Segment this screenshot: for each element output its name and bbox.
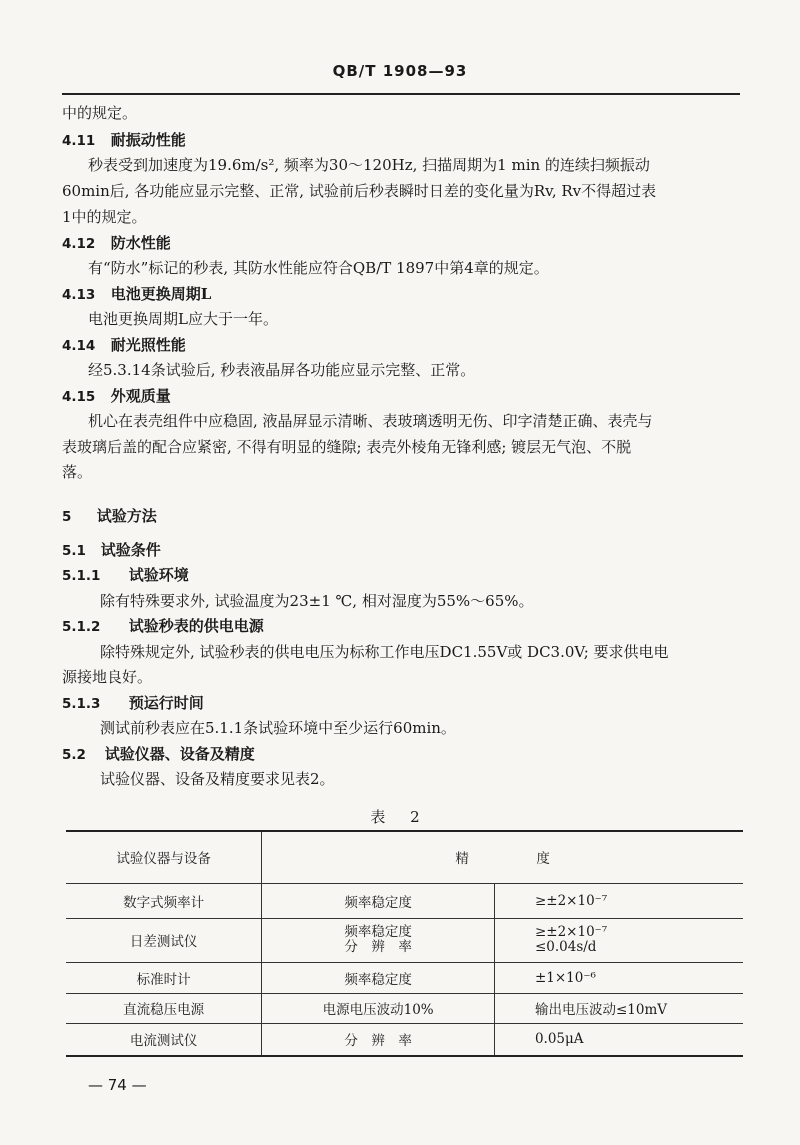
section-title: 耐振动性能 xyxy=(110,131,186,149)
paragraph-line: 表玻璃后盖的配合应紧密, 不得有明显的缝隙; 表壳外棱角无锋利感; 镀层无气泡、不脱 xyxy=(62,438,632,456)
section-5-1-2 xyxy=(62,616,264,637)
section-title: 试验仪器、设备及精度 xyxy=(104,745,255,763)
section-title: 试验环境 xyxy=(128,566,189,584)
table-cell-param-line: 频率稳定度 xyxy=(344,924,412,940)
paragraph-line: 电池更换周期L应大于一年。 xyxy=(88,310,278,328)
section-5-2 xyxy=(62,744,255,765)
table-cell-param: 分 辨 率 xyxy=(262,1023,495,1056)
section-number: 4.14 xyxy=(62,338,96,354)
table-row xyxy=(66,918,743,962)
table-cell-value: ±1×10⁻⁶ xyxy=(494,962,743,993)
section-4-14 xyxy=(62,335,186,356)
table-cell-param: 频率稳定度 xyxy=(262,962,495,993)
paragraph-line: 经5.3.14条试验后, 秒表液晶屏各功能应显示完整、正常。 xyxy=(88,361,476,379)
paragraph-line: 机心在表壳组件中应稳固, 液晶屏显示清晰、表玻璃透明无伤、印字清楚正确、表壳与 xyxy=(88,412,653,430)
paragraph-line: 测试前秒表应在5.1.1条试验环境中至少运行60min。 xyxy=(100,719,456,737)
paragraph-line: 60min后, 各功能应显示完整、正常, 试验前后秒表瞬时日差的变化量为Rv, Rv不得超过表 xyxy=(62,182,657,200)
section-4-15 xyxy=(62,386,171,407)
paragraph-line: 秒表受到加速度为19.6m/s², 频率为30～120Hz, 扫描周期为1 min 的连续扫频振动 xyxy=(88,156,650,174)
section-title: 防水性能 xyxy=(110,234,171,252)
equipment-precision-table xyxy=(66,830,743,1057)
continuation-text: 中的规定。 xyxy=(62,104,138,122)
table-cell-value: 输出电压波动≤10mV xyxy=(494,993,743,1023)
section-title: 耐光照性能 xyxy=(110,336,186,354)
paragraph-line: 1中的规定。 xyxy=(62,208,147,226)
section-number: 5.1.2 xyxy=(62,619,101,635)
section-number: 5.1.3 xyxy=(62,696,101,712)
section-5-1 xyxy=(62,540,161,561)
table-cell-param: 频率稳定度 xyxy=(262,883,495,918)
paragraph-line: 有“防水”标记的秒表, 其防水性能应符合QB/T 1897中第4章的规定。 xyxy=(88,259,549,277)
section-title: 试验条件 xyxy=(100,541,161,559)
section-number: 4.12 xyxy=(62,236,96,252)
section-title: 预运行时间 xyxy=(128,694,204,712)
table-cell-value: ≥±2×10⁻⁷ xyxy=(494,883,743,918)
table-row xyxy=(66,993,743,1023)
table-cell-device: 数字式频率计 xyxy=(66,883,262,918)
section-4-12 xyxy=(62,233,171,254)
paragraph-line: 除有特殊要求外, 试验温度为23±1 ℃, 相对湿度为55%～65%。 xyxy=(100,592,534,610)
section-number: 5.2 xyxy=(62,747,86,763)
section-number: 4.13 xyxy=(62,287,96,303)
table-row xyxy=(66,962,743,993)
section-number: 5.1.1 xyxy=(62,568,101,584)
table-cell-value xyxy=(494,918,743,962)
table-cell-device: 直流稳压电源 xyxy=(66,993,262,1023)
table-row xyxy=(66,883,743,918)
section-title: 试验秒表的供电电源 xyxy=(128,617,264,635)
section-number: 5 xyxy=(62,509,72,525)
section-title: 外观质量 xyxy=(110,387,171,405)
section-4-13 xyxy=(62,284,211,305)
paragraph-line: 落。 xyxy=(62,463,93,481)
header-rule xyxy=(62,93,740,95)
paragraph-line: 除特殊规定外, 试验秒表的供电电压为标称工作电压DC1.55V或 DC3.0V; 要求供电电 xyxy=(100,643,669,661)
page-number: — 74 — xyxy=(88,1076,147,1094)
section-number: 4.11 xyxy=(62,133,96,149)
table-header-row xyxy=(66,831,743,883)
section-4-11 xyxy=(62,130,186,151)
table-cell-value: 0.05μA xyxy=(494,1023,743,1056)
section-number: 4.15 xyxy=(62,389,96,405)
table-cell-param: 电源电压波动10% xyxy=(262,993,495,1023)
table-header-precision: 精 度 xyxy=(262,831,743,883)
table-header-device: 试验仪器与设备 xyxy=(66,831,262,883)
paragraph-line: 源接地良好。 xyxy=(62,668,153,686)
table-cell-value-line: ≥±2×10⁻⁷ xyxy=(534,924,608,940)
table-cell-param-line: 分 辨 率 xyxy=(344,939,412,955)
paragraph-line: 试验仪器、设备及精度要求见表2。 xyxy=(100,770,335,788)
section-5 xyxy=(62,506,157,527)
table-row xyxy=(66,1023,743,1056)
table-cell-device: 电流测试仪 xyxy=(66,1023,262,1056)
section-title: 试验方法 xyxy=(96,507,157,525)
section-number: 5.1 xyxy=(62,543,86,559)
table-cell-device: 日差测试仪 xyxy=(66,918,262,962)
section-5-1-3 xyxy=(62,693,204,714)
section-5-1-1 xyxy=(62,565,189,586)
section-title: 电池更换周期L xyxy=(110,285,212,303)
table-cell-value-line: ≤0.04s/d xyxy=(534,939,597,955)
standard-code-header: QB/T 1908—93 xyxy=(332,62,468,80)
table-caption: 表 2 xyxy=(370,808,430,826)
table-cell-device: 标准时计 xyxy=(66,962,262,993)
table-cell-param xyxy=(262,918,495,962)
